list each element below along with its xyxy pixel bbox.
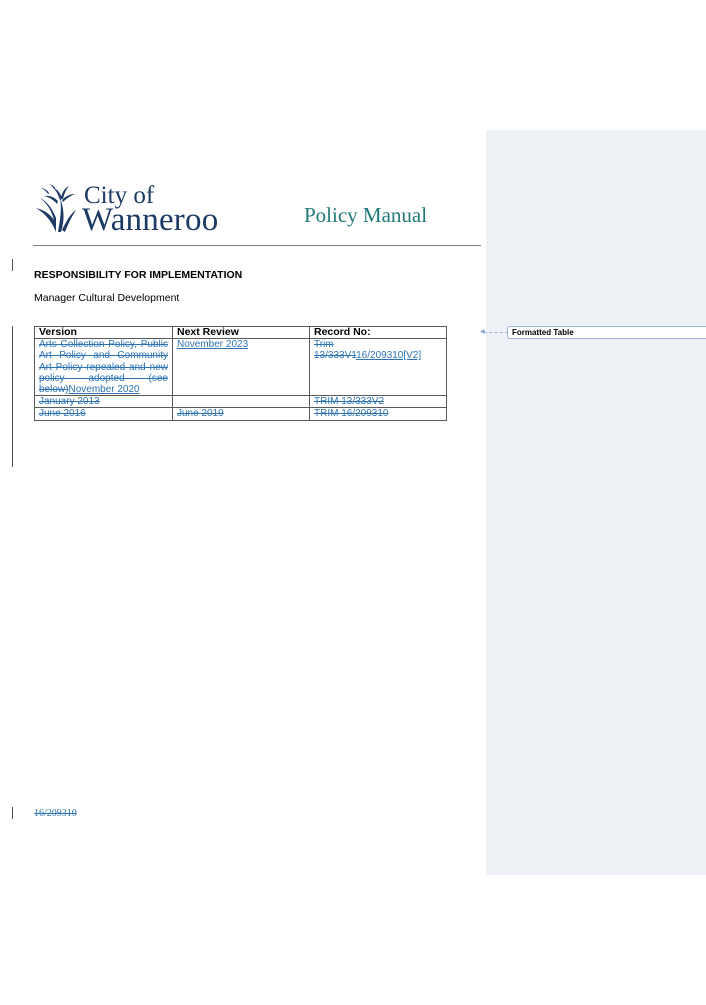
logo-text-wanneroo: Wanneroo xyxy=(82,202,219,238)
comment-connector xyxy=(484,332,508,333)
change-bar-heading xyxy=(12,259,13,271)
inserted-version-text: November 2020 xyxy=(68,384,140,396)
header-divider xyxy=(33,245,481,246)
deleted-version-text: Arts Collection Policy, Public Art Policy and Community Art Policy repealed and new policy adopted (see below) xyxy=(39,339,168,396)
table-row xyxy=(35,339,447,396)
version-cell xyxy=(35,339,173,396)
version-cell xyxy=(35,396,173,408)
table-row xyxy=(35,408,447,420)
city-logo xyxy=(34,182,219,238)
policy-manual-title: Policy Manual xyxy=(304,203,428,227)
markup-pane xyxy=(486,130,706,875)
change-bar-table xyxy=(12,326,13,467)
footer-record-number: 16/209310 xyxy=(34,808,77,819)
record-cell xyxy=(310,396,447,408)
comment-anchor-icon: ◀ xyxy=(480,329,485,335)
record-cell xyxy=(310,408,447,420)
wanneroo-plant-icon xyxy=(34,184,78,234)
change-bar-footer xyxy=(12,807,13,819)
version-table xyxy=(34,326,447,421)
version-cell xyxy=(35,408,173,420)
record-cell xyxy=(310,339,447,396)
column-header-version: Version xyxy=(35,327,173,339)
table-header-row xyxy=(35,327,447,339)
deleted-record-text: TRIM 16/209310 xyxy=(314,408,389,420)
deleted-review-text: June 2019 xyxy=(177,408,224,420)
logo-text-city: City of xyxy=(84,182,155,209)
deleted-record-text: TRIM 13/333V2 xyxy=(314,396,385,408)
inserted-review-text: November 2023 xyxy=(177,339,249,351)
responsible-officer: Manager Cultural Development xyxy=(34,292,180,304)
table-row xyxy=(35,396,447,408)
column-header-next-review: Next Review xyxy=(173,327,310,339)
deleted-version-text: January 2013 xyxy=(39,396,100,408)
next-review-cell xyxy=(173,339,310,396)
deleted-version-text: June 2016 xyxy=(39,408,86,420)
next-review-cell xyxy=(173,408,310,420)
next-review-cell xyxy=(173,396,310,408)
section-heading: RESPONSIBILITY FOR IMPLEMENTATION xyxy=(34,269,243,281)
formatting-comment-balloon[interactable]: Formatted Table xyxy=(507,326,706,339)
deleted-record-text: Trim 13/333V1 xyxy=(314,339,357,362)
column-header-record-no: Record No: xyxy=(310,327,447,339)
inserted-record-text: 16/209310[V2] xyxy=(356,350,422,362)
